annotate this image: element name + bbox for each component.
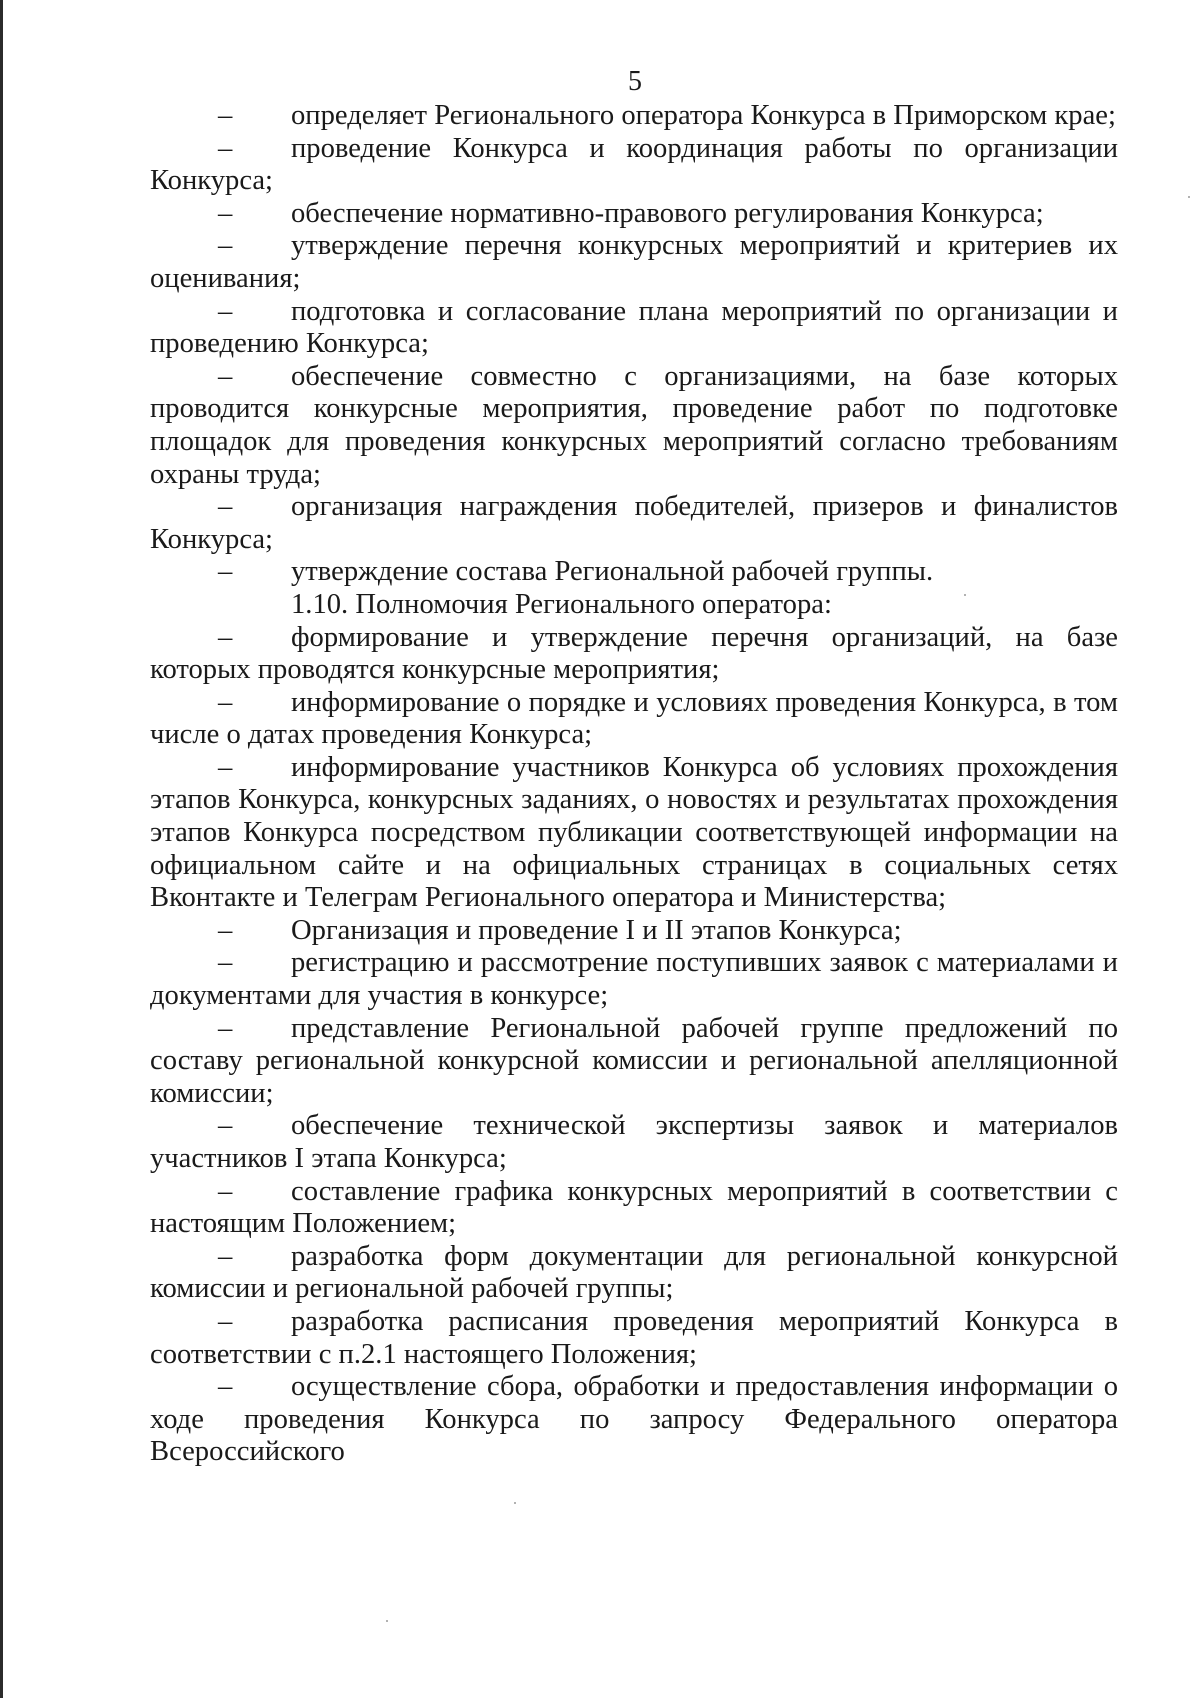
section-heading: [150, 589, 1118, 622]
paragraph-text: регистрацию и рассмотрение поступивших заявок с материалами и документами для участия в конкурсе;: [150, 947, 1118, 1012]
paragraph-text: Организация и проведение I и II этапов Конкурса;: [291, 914, 902, 946]
scan-left-edge: [0, 0, 3, 1698]
paragraph-text: обеспечение совместно с организациями, на базе которых проводится конкурсные мероприятия, проведение работ по подготовке площадок для проведения конкурсных мероприятий согласно требованиям охраны труда;: [150, 360, 1118, 490]
paragraph-text: определяет Регионального оператора Конкурса в Приморском крае;: [291, 100, 1116, 131]
paragraph-text: информирование участников Конкурса об условиях прохождения этапов Конкурса, конкурсных заданиях, о новостях и результатах прохождения этапов Конкурса посредством публикации соответствующей информации на официальном сайте и на официальных страницах в социальных сетях Вконтакте и Телеграм Регионального оператора и Министерства;: [150, 751, 1118, 914]
scan-speck: [1188, 196, 1190, 198]
list-item: – представление Региональной рабочей группе предложений по составу региональной конкурсной комиссии и региональной апелляционной комиссии;: [150, 1012, 1118, 1109]
list-item: – разработка расписания проведения мероприятий Конкурса в соответствии с п.2.1 настоящего Положения;: [150, 1305, 1118, 1370]
list-item: – информирование участников Конкурса об условиях прохождения этапов Конкурса, конкурсных заданиях, о новостях и результатах прохождения этапов Конкурса посредством публикации соответствующей информации на официальном сайте и на официальных страницах в социальных сетях Вконтакте и Телеграм Регионального оператора и Министерства;: [150, 751, 1118, 914]
list-item: – определяет Регионального оператора Конкурса в Приморском крае;: [218, 100, 1116, 131]
paragraph-text: обеспечение нормативно-правового регулирования Конкурса;: [291, 197, 1044, 229]
paragraph-text: осуществление сбора, обработки и предоставления информации о ходе проведения Конкурса по запросу Федерального оператора Всероссийского: [150, 1371, 1118, 1468]
document-body: [150, 100, 1118, 1469]
paragraph-text: составление графика конкурсных мероприятий в соответствии с настоящим Положением;: [150, 1175, 1118, 1240]
paragraph-text: представление Региональной рабочей группе предложений по составу региональной конкурсной комиссии и региональной апелляционной комиссии;: [150, 1012, 1118, 1109]
list-item: – информирование о порядке и условиях проведения Конкурса, в том числе о датах проведения Конкурса;: [150, 686, 1118, 751]
paragraph-text: 1.10. Полномочия Регионального оператора:: [291, 588, 832, 620]
scan-speck: [964, 594, 966, 596]
paragraph-text: организация награждения победителей, призеров и финалистов Конкурса;: [150, 491, 1118, 555]
list-item: – утверждение состава Региональной рабочей группы.: [218, 556, 934, 588]
page-number: 5: [628, 66, 642, 97]
paragraph-text: разработка форм документации для региональной конкурсной комиссии и региональной рабочей группы;: [150, 1240, 1118, 1305]
scan-speck: [514, 1502, 516, 1504]
list-item: – регистрацию и рассмотрение поступивших заявок с материалами и документами для участия в конкурсе;: [150, 947, 1118, 1012]
list-item: – Организация и проведение I и II этапов Конкурса;: [218, 914, 902, 946]
list-item: – обеспечение технической экспертизы заявок и материалов участников I этапа Конкурса;: [150, 1110, 1118, 1174]
list-item: – утверждение перечня конкурсных мероприятий и критериев их оценивания;: [150, 230, 1118, 294]
scan-speck: [386, 1620, 388, 1622]
paragraph-text: утверждение перечня конкурсных мероприятий и критериев их оценивания;: [150, 230, 1118, 294]
paragraph-text: формирование и утверждение перечня организаций, на базе которых проводятся конкурсные мероприятия;: [150, 621, 1118, 686]
list-item: – разработка форм документации для региональной конкурсной комиссии и региональной рабочей группы;: [150, 1240, 1118, 1305]
list-item: – формирование и утверждение перечня организаций, на базе которых проводятся конкурсные мероприятия;: [150, 621, 1118, 686]
paragraph-text: подготовка и согласование плана мероприятий по организации и проведению Конкурса;: [150, 295, 1118, 360]
list-item: – обеспечение нормативно-правового регулирования Конкурса;: [218, 197, 1044, 229]
list-item: – организация награждения победителей, призеров и финалистов Конкурса;: [150, 491, 1118, 555]
paragraph-text: разработка расписания проведения мероприятий Конкурса в соответствии с п.2.1 настоящего Положения;: [150, 1305, 1118, 1370]
paragraph-text: утверждение состава Региональной рабочей группы.: [291, 556, 934, 588]
paragraph-text: информирование о порядке и условиях проведения Конкурса, в том числе о датах проведения Конкурса;: [150, 686, 1118, 751]
list-item: – осуществление сбора, обработки и предоставления информации о ходе проведения Конкурса по запросу Федерального оператора Всероссийского: [150, 1371, 1118, 1468]
paragraph-text: проведение Конкурса и координация работы по организации Конкурса;: [150, 132, 1118, 197]
list-item: – составление графика конкурсных мероприятий в соответствии с настоящим Положением;: [150, 1175, 1118, 1240]
paragraph-text: обеспечение технической экспертизы заявок и материалов участников I этапа Конкурса;: [150, 1110, 1118, 1174]
list-item: – подготовка и согласование плана мероприятий по организации и проведению Конкурса;: [150, 295, 1118, 360]
list-item: – проведение Конкурса и координация работы по организации Конкурса;: [150, 132, 1118, 197]
list-item: – обеспечение совместно с организациями, на базе которых проводится конкурсные мероприятия, проведение работ по подготовке площадок для проведения конкурсных мероприятий согласно требованиям охраны труда;: [150, 360, 1118, 490]
